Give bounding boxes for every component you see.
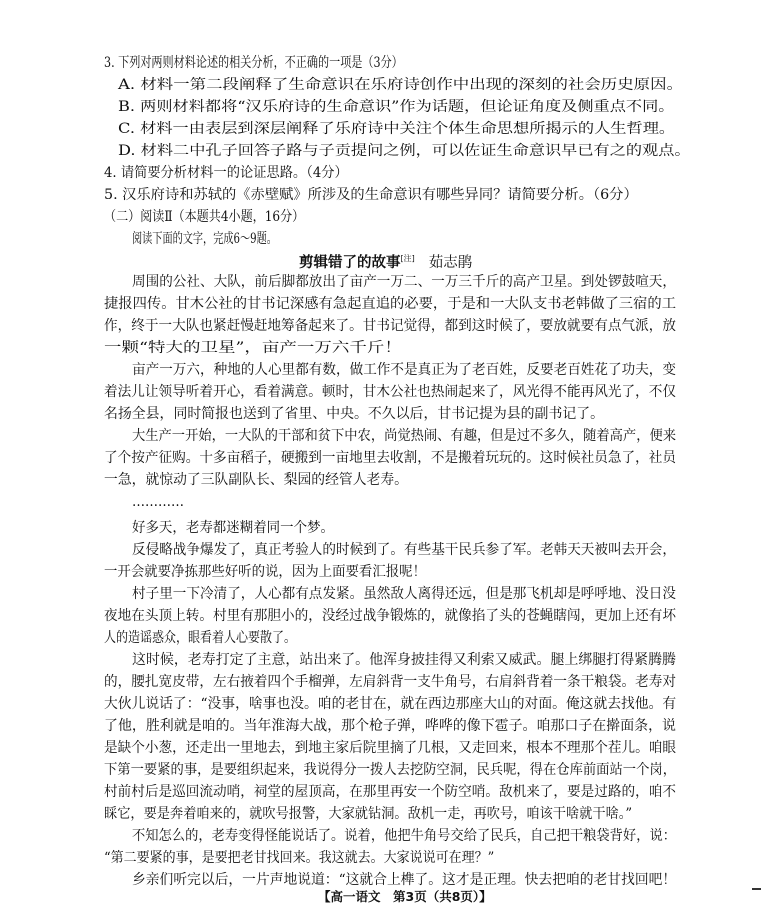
story-line: 下第一要紧的事，是要组织起来，我说得分一拨人去挖防空洞，民兵呢，得在仓库前面站一个岗， <box>104 762 676 778</box>
story-line: 反侵略战争爆发了，真正考验人的时候到了。有些基干民兵参了军。老韩天天被叫去开会， <box>132 542 676 558</box>
story-line: 是缺个小葱，还走出一里地去，到地主家后院里摘了几根，又走回来，根本不理那个茬儿。咱眼 <box>104 740 676 756</box>
story-line: 名扬全县，同时简报也送到了省里、中央。不久以后，甘书记提为县的副书记了。 <box>104 406 604 422</box>
story-line: 一急，就惊动了三队副队长、梨园的经管人老寿。 <box>104 472 408 488</box>
story-line: 睬它，要是奔着咱来的，就吹号报警，大家就钻洞。敌机一走，再吹号，咱该干啥就干啥。” <box>104 806 633 822</box>
story-line: “第二要紧的事，是要把老甘找回来。我这就去。大家说说可在理？” <box>104 850 495 866</box>
story-line: 作，终于一大队也紧赶慢赶地筹备起来了。甘书记觉得，都到这时候了，要放就要有点气派，放 <box>104 318 676 334</box>
story-line: ………… <box>132 494 184 510</box>
section-heading: （二）阅读Ⅱ（本题共4小题，16分） <box>104 209 305 225</box>
story-line: 周围的公社、大队，前后脚都放出了亩产一万二、一万三千斤的高产卫星。到处锣鼓喧天， <box>132 274 676 290</box>
story-line: 着法儿让领导听着开心，看着满意。顿时，甘木公社也热闹起来了，风光得不能再风光了，不仅 <box>104 384 676 400</box>
story-title-text: 剪辑错了的故事 <box>299 255 401 271</box>
question-3-option-a: A. 材料一第二段阐释了生命意识在乐府诗创作中出现的深刻的社会历史原因。 <box>118 77 684 93</box>
story-line: 村前村后是巡回流动哨，祠堂的屋顶高，在那里再安一个防空哨。敌机来了，要是过路的，咱不 <box>104 784 676 800</box>
story-line: 不知怎么的，老寿变得怪能说话了。说着，他把牛角号交给了民兵，自己把干粮袋背好，说： <box>132 828 676 844</box>
question-3-stem: 3. 下列对两则材料论述的相关分析，不正确的一项是（3分） <box>104 55 403 71</box>
story-line: 夜地在头顶上转。村里有那胆小的，没经过战争锻炼的，就像掐了头的苍蝇瞎闯，更加上还有坏 <box>104 608 676 624</box>
story-author: 茹志鹃 <box>428 255 473 271</box>
question-3-option-c: C. 材料一由表层到深层阐释了乐府诗中关注个体生命思想所揭示的人生哲理。 <box>118 121 676 137</box>
story-line: 了他，胜利就是咱的。当年淮海大战，那个枪子弹，哗哗的像下雹子。咱那口子在擀面条，说 <box>104 718 676 734</box>
story-line: 大生产一开始，一大队的干部和贫下中农，尚觉热闹、有趣，但是过不多久，随着高产，便来 <box>132 428 676 444</box>
story-line: 了个按产征购。十多亩稻子，硬搬到一亩地里去收割，不是搬着玩玩的。这时候社员急了，社员 <box>104 450 676 466</box>
story-line: 一颗“特大的卫星”，亩产一万六千斤！ <box>104 340 402 356</box>
story-line: 人的造谣惑众，眼看着人心要散了。 <box>104 630 296 646</box>
section-instruction: 阅读下面的文字，完成6～9题。 <box>132 231 277 247</box>
question-5: 5. 汉乐府诗和苏轼的《赤壁赋》所涉及的生命意识有哪些异同？请简要分析。（6分） <box>104 187 638 203</box>
question-4: 4. 请简要分析材料一的论证思路。（4分） <box>104 165 348 181</box>
story-line: 乡亲们听完以后，一片声地说道：“这就合上榫了。这才是正理。快去把咱的老甘找回吧！ <box>132 872 677 888</box>
page-edge-mark <box>752 888 761 890</box>
footnote-marker: [注] <box>400 254 415 263</box>
question-3-option-d: D. 材料二中孔子回答子路与子贡提问之例，可以佐证生命意识早已有之的观点。 <box>118 143 691 159</box>
story-line: 亩产一万六，种地的人心里都有数，做工作不是真正为了老百姓，反要老百姓花了功夫，变 <box>132 362 676 378</box>
page-footer: 【高一语文 第3页（共8页）】 <box>318 889 492 904</box>
story-line: 这时候，老寿打定了主意，站出来了。他浑身披挂得又利索又威武。腿上绑腿打得紧腾腾 <box>132 652 676 668</box>
story-line: 捷报四传。甘木公社的甘书记深感有急起直追的必要，于是和一大队支书老韩做了三宿的工 <box>104 296 676 312</box>
story-line: 一开会就要净拣那些好听的说，因为上面要看汇报呢！ <box>104 564 426 580</box>
story-line: 的，腰扎宽皮带，左右掖着四个手榴弹，左肩斜背一支牛角号，右肩斜背着一条干粮袋。老寿对 <box>104 674 676 690</box>
story-line: 大伙儿说话了：“没事，啥事也没。咱的老甘在，就在西边那座大山的对面。俺这就去找他。有 <box>104 696 677 712</box>
story-line: 村子里一下冷清了，人心都有点发紧。虽然敌人离得还远，但是那飞机却是呼呼地、没日没 <box>132 586 676 602</box>
story-line: 好多天，老寿都迷糊着同一个梦。 <box>132 520 334 536</box>
question-3-option-b: B. 两则材料都将“汉乐府诗的生命意识”作为话题，但论证角度及侧重点不同。 <box>118 99 675 115</box>
